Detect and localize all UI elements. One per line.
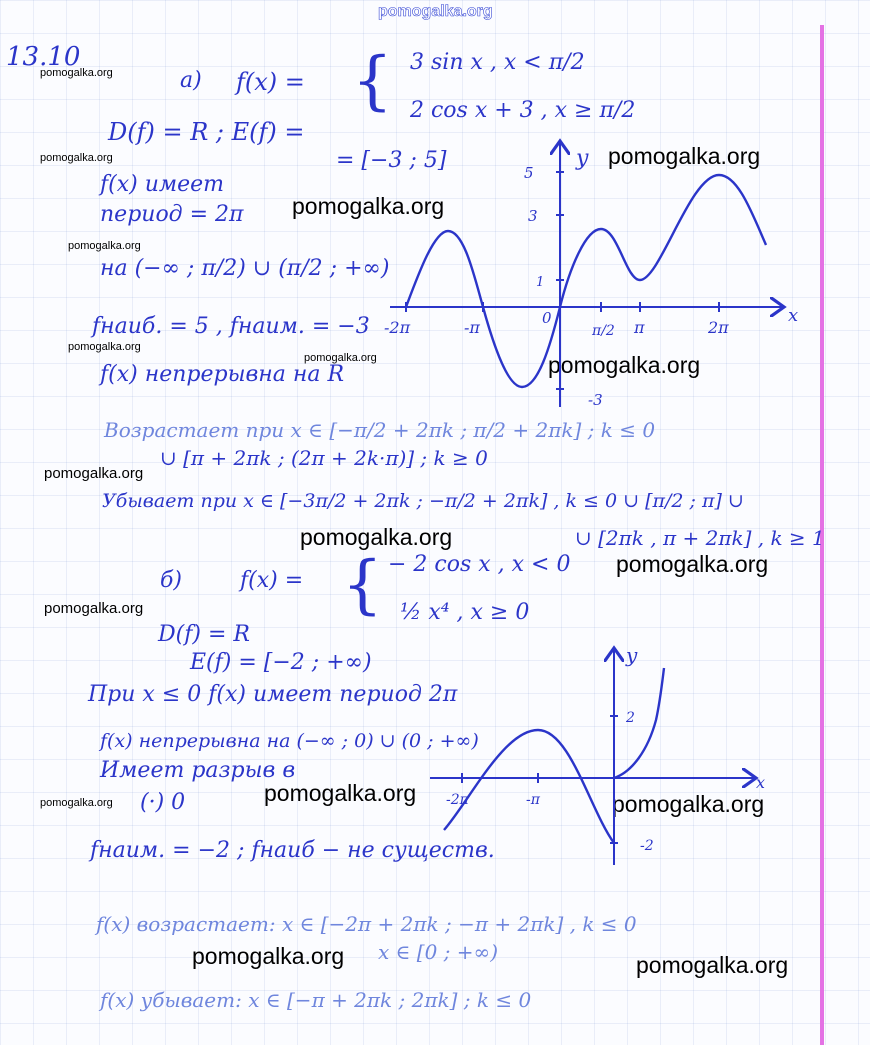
part-a-range: = [−3 ; 5]: [336, 148, 447, 173]
watermark: pomogalka.org: [44, 600, 144, 617]
graph-b-x-tick-negpi: -π: [526, 792, 540, 808]
part-a-case-1: 3 sin x , x < π/2: [410, 50, 585, 75]
part-a-case-2: 2 cos x + 3 , x ≥ π/2: [410, 98, 636, 123]
brace-b: {: [342, 548, 383, 622]
part-b-increase-1: f(x) возрастает: x ∈ [−2π + 2πk ; −π + 2πk] , k ≤ 0: [96, 912, 637, 936]
watermark: pomogalka.org: [616, 551, 769, 577]
graph-a-y-label: y: [576, 146, 589, 171]
watermark: pomogalka.org: [304, 352, 377, 364]
part-b-case-2: ½ x⁴ , x ≥ 0: [400, 600, 530, 625]
graph-a-y-tick-5: 5: [524, 164, 534, 182]
graph-a-y-tick-3: 3: [528, 207, 538, 225]
graph-a-y-tick-1: 1: [536, 275, 545, 290]
graph-a-x-tick-0: 0: [542, 309, 552, 327]
graph-b-y-tick-2: 2: [626, 710, 635, 726]
part-b-break-2: (·) 0: [140, 790, 186, 815]
graph-b-curve-power: [614, 668, 664, 778]
part-a-function: f(x) =: [236, 68, 305, 96]
part-a-domain: D(f) = R ; E(f) =: [108, 118, 305, 146]
part-b-decrease: f(x) убывает: x ∈ [−π + 2πk ; 2πk] ; k ≤ 0: [100, 988, 532, 1012]
part-b-range: E(f) = [−2 ; +∞): [190, 650, 372, 675]
graph-b-x-tick-neg2pi: -2π: [446, 792, 469, 808]
part-b-function: f(x) =: [240, 568, 304, 593]
part-b-continuity: f(x) непрерывна на (−∞ ; 0) ∪ (0 ; +∞): [100, 730, 479, 752]
part-a-period-line-1: f(x) имеет: [100, 172, 225, 197]
watermark: pomogalka.org: [68, 240, 141, 252]
part-a-continuity: f(x) непрерывна на R: [100, 362, 345, 387]
graph-b-y-label: y: [626, 643, 638, 667]
part-b-period: При x ≤ 0 f(x) имеет период 2π: [88, 682, 458, 707]
watermark: pomogalka.org: [300, 524, 453, 550]
graph-b-x-label: x: [756, 773, 766, 792]
part-a-increase-2: ∪ [π + 2πk ; (2π + 2k·π)] ; k ≥ 0: [160, 446, 488, 470]
part-b-extremes: fнаим. = −2 ; fнаиб − не существ.: [90, 838, 495, 863]
graph-b-y-tick-neg2: -2: [640, 838, 654, 854]
graph-b: [420, 640, 780, 870]
part-a-decrease-1: Убывает при x ∈ [−3π/2 + 2πk ; −π/2 + 2πk] , k ≤ 0 ∪ [π/2 ; π] ∪: [102, 490, 744, 512]
watermark: pomogalka.org: [636, 952, 789, 978]
part-a-increase-1: Возрастает при x ∈ [−π/2 + 2πk ; π/2 + 2πk] ; k ≤ 0: [104, 418, 656, 442]
graph-a-x-tick-pi2: π/2: [592, 323, 615, 339]
part-b-break-1: Имеет разрыв в: [100, 758, 296, 783]
part-a-interval: на (−∞ ; π/2) ∪ (π/2 ; +∞): [100, 256, 390, 281]
watermark: pomogalka.org: [612, 791, 765, 817]
part-a-decrease-2: ∪ [2πk , π + 2πk] , k ≥ 1: [575, 526, 825, 550]
problem-number: 13.10: [6, 42, 81, 72]
part-b-label: б): [160, 568, 183, 593]
graph-a: [370, 135, 810, 410]
graph-b-curve-cos: [444, 730, 614, 843]
part-b-increase-2: x ∈ [0 ; +∞): [378, 940, 498, 964]
watermark: pomogalka.org: [68, 341, 141, 353]
watermark: pomogalka.org: [40, 152, 113, 164]
graph-a-x-tick-negpi: -π: [464, 318, 480, 337]
part-a-label: а): [180, 68, 202, 93]
watermark: pomogalka.org: [264, 780, 417, 806]
graph-a-x-tick-neg2pi: -2π: [384, 318, 411, 337]
graph-a-x-label: x: [788, 305, 799, 326]
header-watermark[interactable]: pomogalka.org: [378, 3, 493, 20]
part-b-domain: D(f) = R: [158, 622, 250, 647]
brace-a: {: [352, 44, 393, 118]
part-a-period-line-2: период = 2π: [100, 202, 244, 227]
graph-a-curve-cos: [601, 175, 766, 280]
part-b-case-1: − 2 cos x , x < 0: [388, 552, 571, 577]
watermark: pomogalka.org: [44, 465, 144, 482]
watermark: pomogalka.org: [40, 797, 113, 809]
watermark: pomogalka.org: [608, 143, 761, 169]
graph-a-y-tick-neg3: -3: [588, 391, 603, 409]
watermark: pomogalka.org: [40, 67, 113, 79]
watermark: pomogalka.org: [292, 193, 445, 219]
part-a-extremes: fнаиб. = 5 , fнаим. = −3: [92, 314, 370, 339]
graph-a-x-tick-2pi: 2π: [708, 318, 729, 337]
watermark: pomogalka.org: [548, 352, 701, 378]
graph-a-x-tick-pi: π: [634, 318, 645, 337]
watermark: pomogalka.org: [192, 943, 345, 969]
